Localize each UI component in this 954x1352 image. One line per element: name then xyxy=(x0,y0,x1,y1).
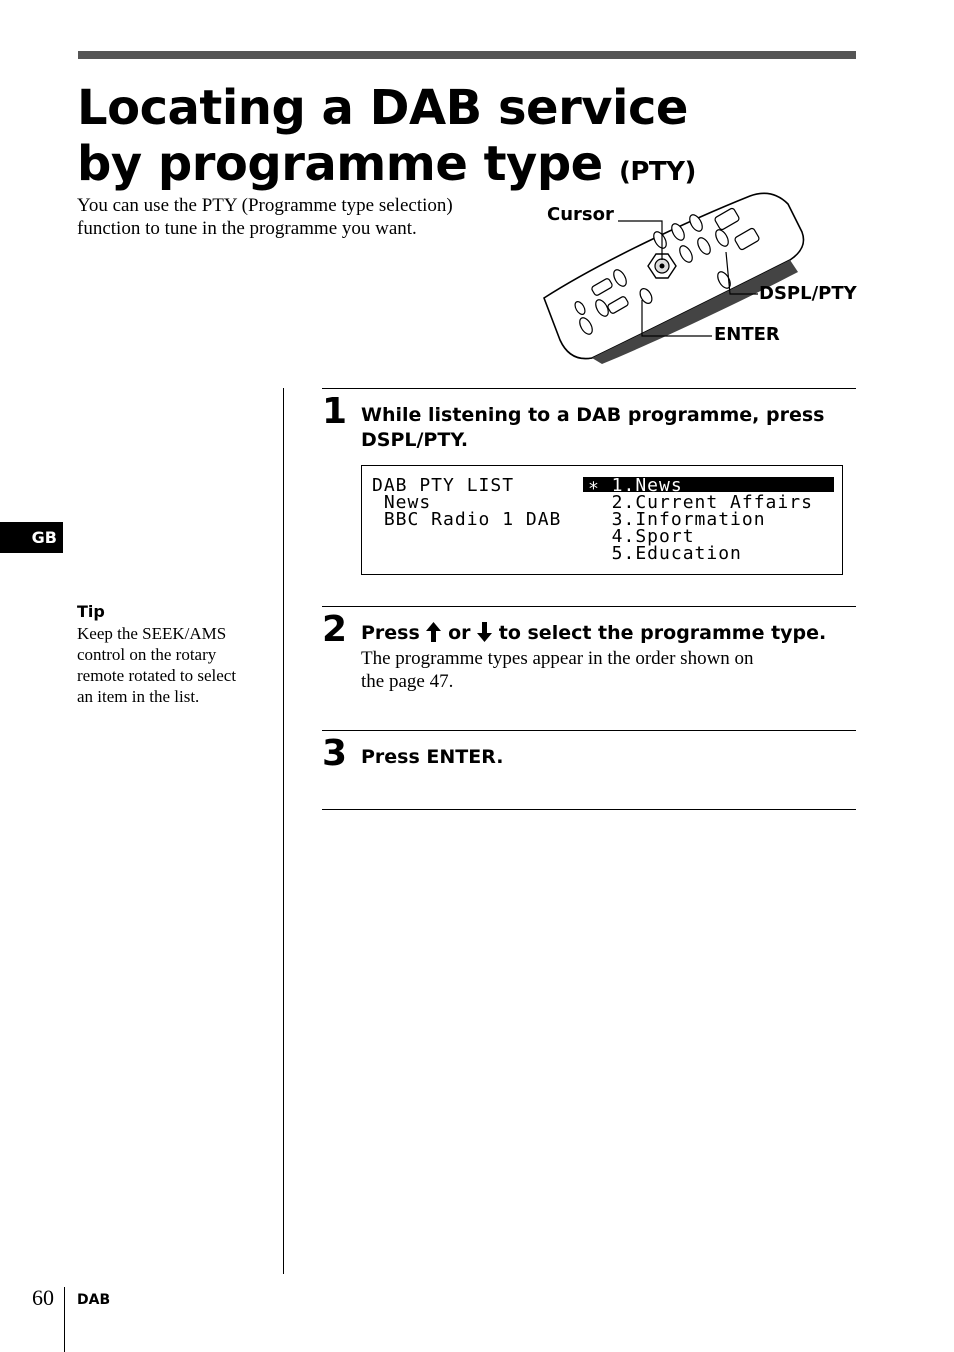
step-line: While listening to a DAB programme, press xyxy=(361,404,825,426)
footer-divider xyxy=(64,1287,65,1352)
step-2-instruction xyxy=(361,621,851,646)
step-number: 1 xyxy=(322,391,348,432)
display-line: 3.Information xyxy=(588,509,766,530)
language-tab: GB xyxy=(0,522,63,553)
title-text: Locating a DAB service by programme type xyxy=(77,80,688,192)
display-line: BBC Radio 1 DAB xyxy=(372,509,562,530)
page-title xyxy=(77,80,717,200)
section-name: DAB xyxy=(77,1292,111,1308)
display-line: 2.Current Affairs xyxy=(588,492,813,513)
step-body-line: The programme types appear in the order shown on xyxy=(361,648,754,669)
display-line: 4.Sport xyxy=(588,526,695,547)
step-rule xyxy=(322,606,856,607)
step-3-instruction: Press ENTER. xyxy=(361,746,504,768)
display-right-column xyxy=(588,477,813,562)
display-line: DAB PTY LIST xyxy=(372,475,515,496)
display-line: 5.Education xyxy=(588,543,742,564)
step-text: or xyxy=(448,622,471,644)
display-line: News xyxy=(372,492,432,513)
step-text: Press xyxy=(361,622,420,644)
step-1-instruction xyxy=(361,403,851,453)
intro-line: You can use the PTY (Programme type selection) xyxy=(77,195,453,216)
pty-list-display xyxy=(361,465,843,575)
down-arrow-icon xyxy=(477,622,492,642)
column-divider xyxy=(283,388,284,1274)
tip-line: control on the rotary xyxy=(77,645,217,664)
up-arrow-icon xyxy=(426,622,441,642)
step-line: DSPL/PTY. xyxy=(361,429,469,451)
step-body-line: the page 47. xyxy=(361,671,454,692)
page-number: 60 xyxy=(32,1285,54,1310)
intro-line: function to tune in the programme you want. xyxy=(77,218,417,239)
step-rule xyxy=(322,730,856,731)
intro-paragraph xyxy=(77,194,537,240)
tip-line: Keep the SEEK/AMS xyxy=(77,624,227,643)
display-left-column xyxy=(372,477,561,528)
tip-line: an item in the list. xyxy=(77,687,200,706)
callout-dspl-pty: DSPL/PTY xyxy=(759,283,857,304)
top-rule xyxy=(78,51,856,59)
callout-enter: ENTER xyxy=(714,324,780,345)
callout-cursor: Cursor xyxy=(547,204,614,225)
title-suffix: (PTY) xyxy=(618,157,696,187)
display-line-selected: ∗ 1.News xyxy=(588,475,683,496)
step-text: to select the programme type. xyxy=(498,622,827,644)
tip-line: remote rotated to select xyxy=(77,666,237,685)
tip-text xyxy=(77,623,277,707)
step-rule xyxy=(322,809,856,810)
step-2-body xyxy=(361,647,851,693)
step-number: 3 xyxy=(322,733,348,774)
step-rule xyxy=(322,388,856,389)
tip-heading: Tip xyxy=(77,602,105,621)
step-number: 2 xyxy=(322,609,348,650)
